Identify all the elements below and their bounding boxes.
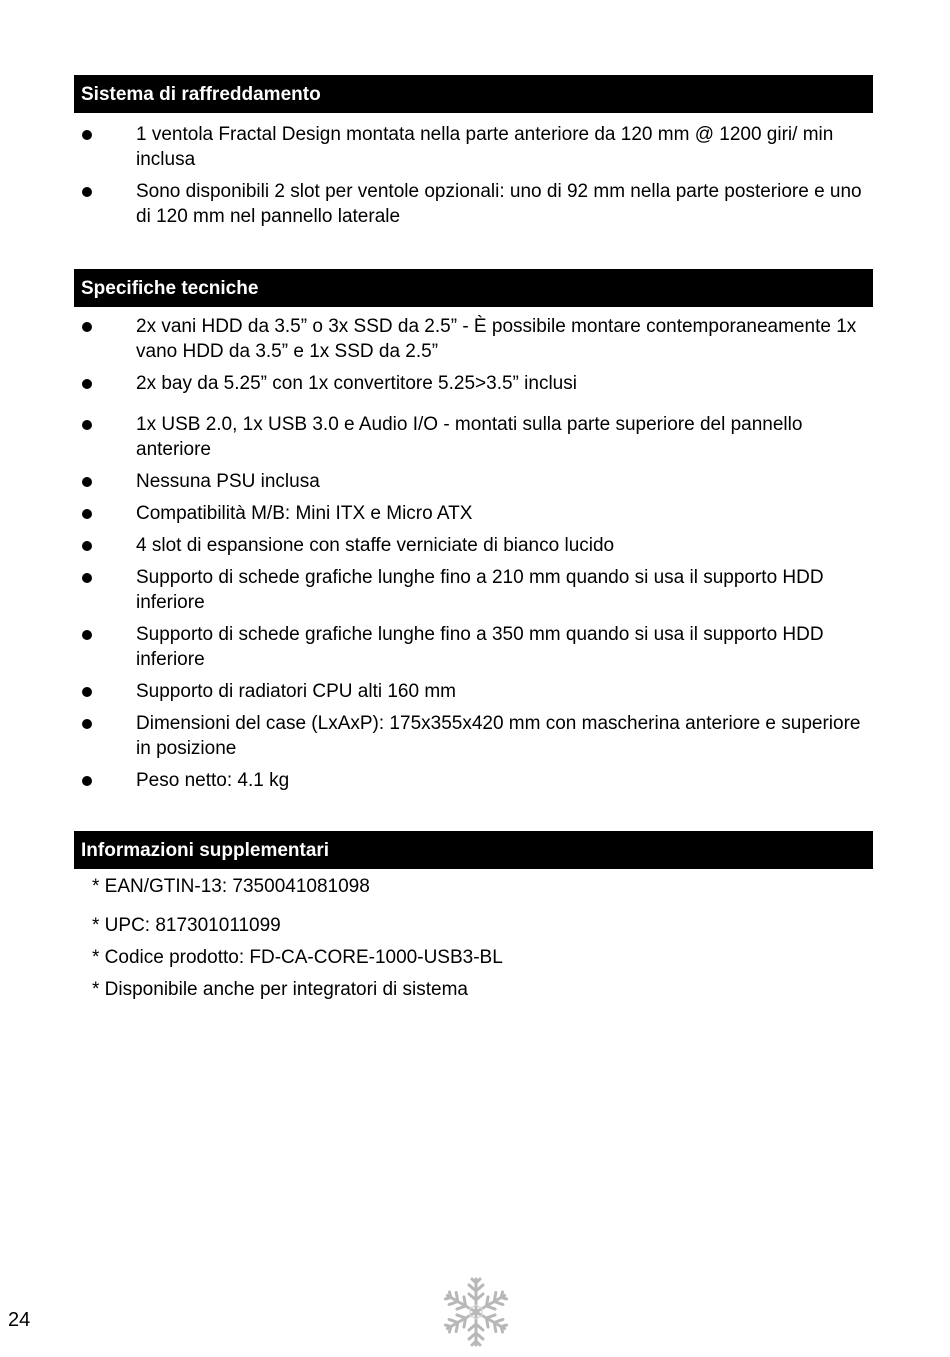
bullet-icon — [82, 477, 92, 487]
bullet-icon — [82, 420, 92, 430]
list-item — [74, 469, 873, 494]
list-item — [74, 679, 873, 704]
list-item — [74, 565, 873, 615]
bullet-icon — [82, 130, 92, 140]
list-item — [74, 533, 873, 558]
list-item-text: 1x USB 2.0, 1x USB 3.0 e Audio I/O - montati sulla parte superiore del pannello anteriore — [136, 414, 803, 460]
list-item-text: Compatibilità M/B: Mini ITX e Micro ATX — [136, 503, 473, 524]
bullet-icon — [82, 687, 92, 697]
bullet-icon — [82, 630, 92, 640]
list-item — [74, 314, 873, 364]
list-item-text: Nessuna PSU inclusa — [136, 471, 320, 492]
list-item-text: 4 slot di espansione con staffe verniciate di bianco lucido — [136, 535, 615, 556]
bullet-icon — [82, 541, 92, 551]
list-item — [74, 711, 873, 761]
list-item — [74, 179, 873, 229]
cooling-section-title: Sistema di raffreddamento — [74, 75, 873, 113]
list-item-text: 2x bay da 5.25” con 1x convertitore 5.25>3.5” inclusi — [136, 373, 577, 394]
bullet-icon — [82, 776, 92, 786]
list-item: * EAN/GTIN-13: 7350041081098 — [92, 876, 370, 897]
list-item — [74, 622, 873, 672]
specs-section — [74, 269, 873, 793]
bullet-icon — [82, 509, 92, 519]
list-item-text: Supporto di schede grafiche lunghe fino a 350 mm quando si usa il supporto HDD inferiore — [136, 624, 824, 670]
page-number: 24 — [8, 1309, 31, 1331]
list-item — [74, 371, 873, 396]
specs-list — [74, 314, 873, 793]
list-item-text: Peso netto: 4.1 kg — [136, 770, 290, 791]
cooling-section — [74, 75, 873, 229]
list-item-text: 1 ventola Fractal Design montata nella parte anteriore da 120 mm @ 1200 giri/ min inclusa — [136, 124, 834, 170]
list-item — [74, 412, 873, 462]
list-item-text: Supporto di radiatori CPU alti 160 mm — [136, 681, 456, 702]
bullet-icon — [82, 573, 92, 583]
bullet-icon — [82, 322, 92, 332]
list-item — [74, 122, 873, 172]
bullet-icon — [82, 187, 92, 197]
extra-list — [74, 874, 873, 1002]
list-item: * Disponibile anche per integratori di sistema — [92, 979, 468, 1000]
list-item — [74, 501, 873, 526]
extra-section — [74, 831, 873, 1002]
list-item — [74, 768, 873, 793]
snowflake-icon — [440, 1276, 512, 1348]
specs-section-title: Specifiche tecniche — [74, 269, 873, 307]
list-item-text: Supporto di schede grafiche lunghe fino a 210 mm quando si usa il supporto HDD inferiore — [136, 567, 824, 613]
bullet-icon — [82, 379, 92, 389]
list-item-text: Dimensioni del case (LxAxP): 175x355x420 mm con mascherina anteriore e superiore in posizione — [136, 713, 861, 759]
list-item: * UPC: 817301011099 — [92, 915, 281, 936]
list-item: * Codice prodotto: FD-CA-CORE-1000-USB3-BL — [92, 947, 503, 968]
extra-section-title: Informazioni supplementari — [74, 831, 873, 869]
list-item-text: Sono disponibili 2 slot per ventole opzionali: uno di 92 mm nella parte posteriore e uno di 120 mm nel pannello laterale — [136, 181, 862, 227]
bullet-icon — [82, 719, 92, 729]
list-item-text: 2x vani HDD da 3.5” o 3x SSD da 2.5” - È possibile montare contemporaneamente 1x vano HDD da 3.5” e 1x SSD da 2.5” — [136, 316, 857, 362]
cooling-list — [74, 122, 873, 229]
